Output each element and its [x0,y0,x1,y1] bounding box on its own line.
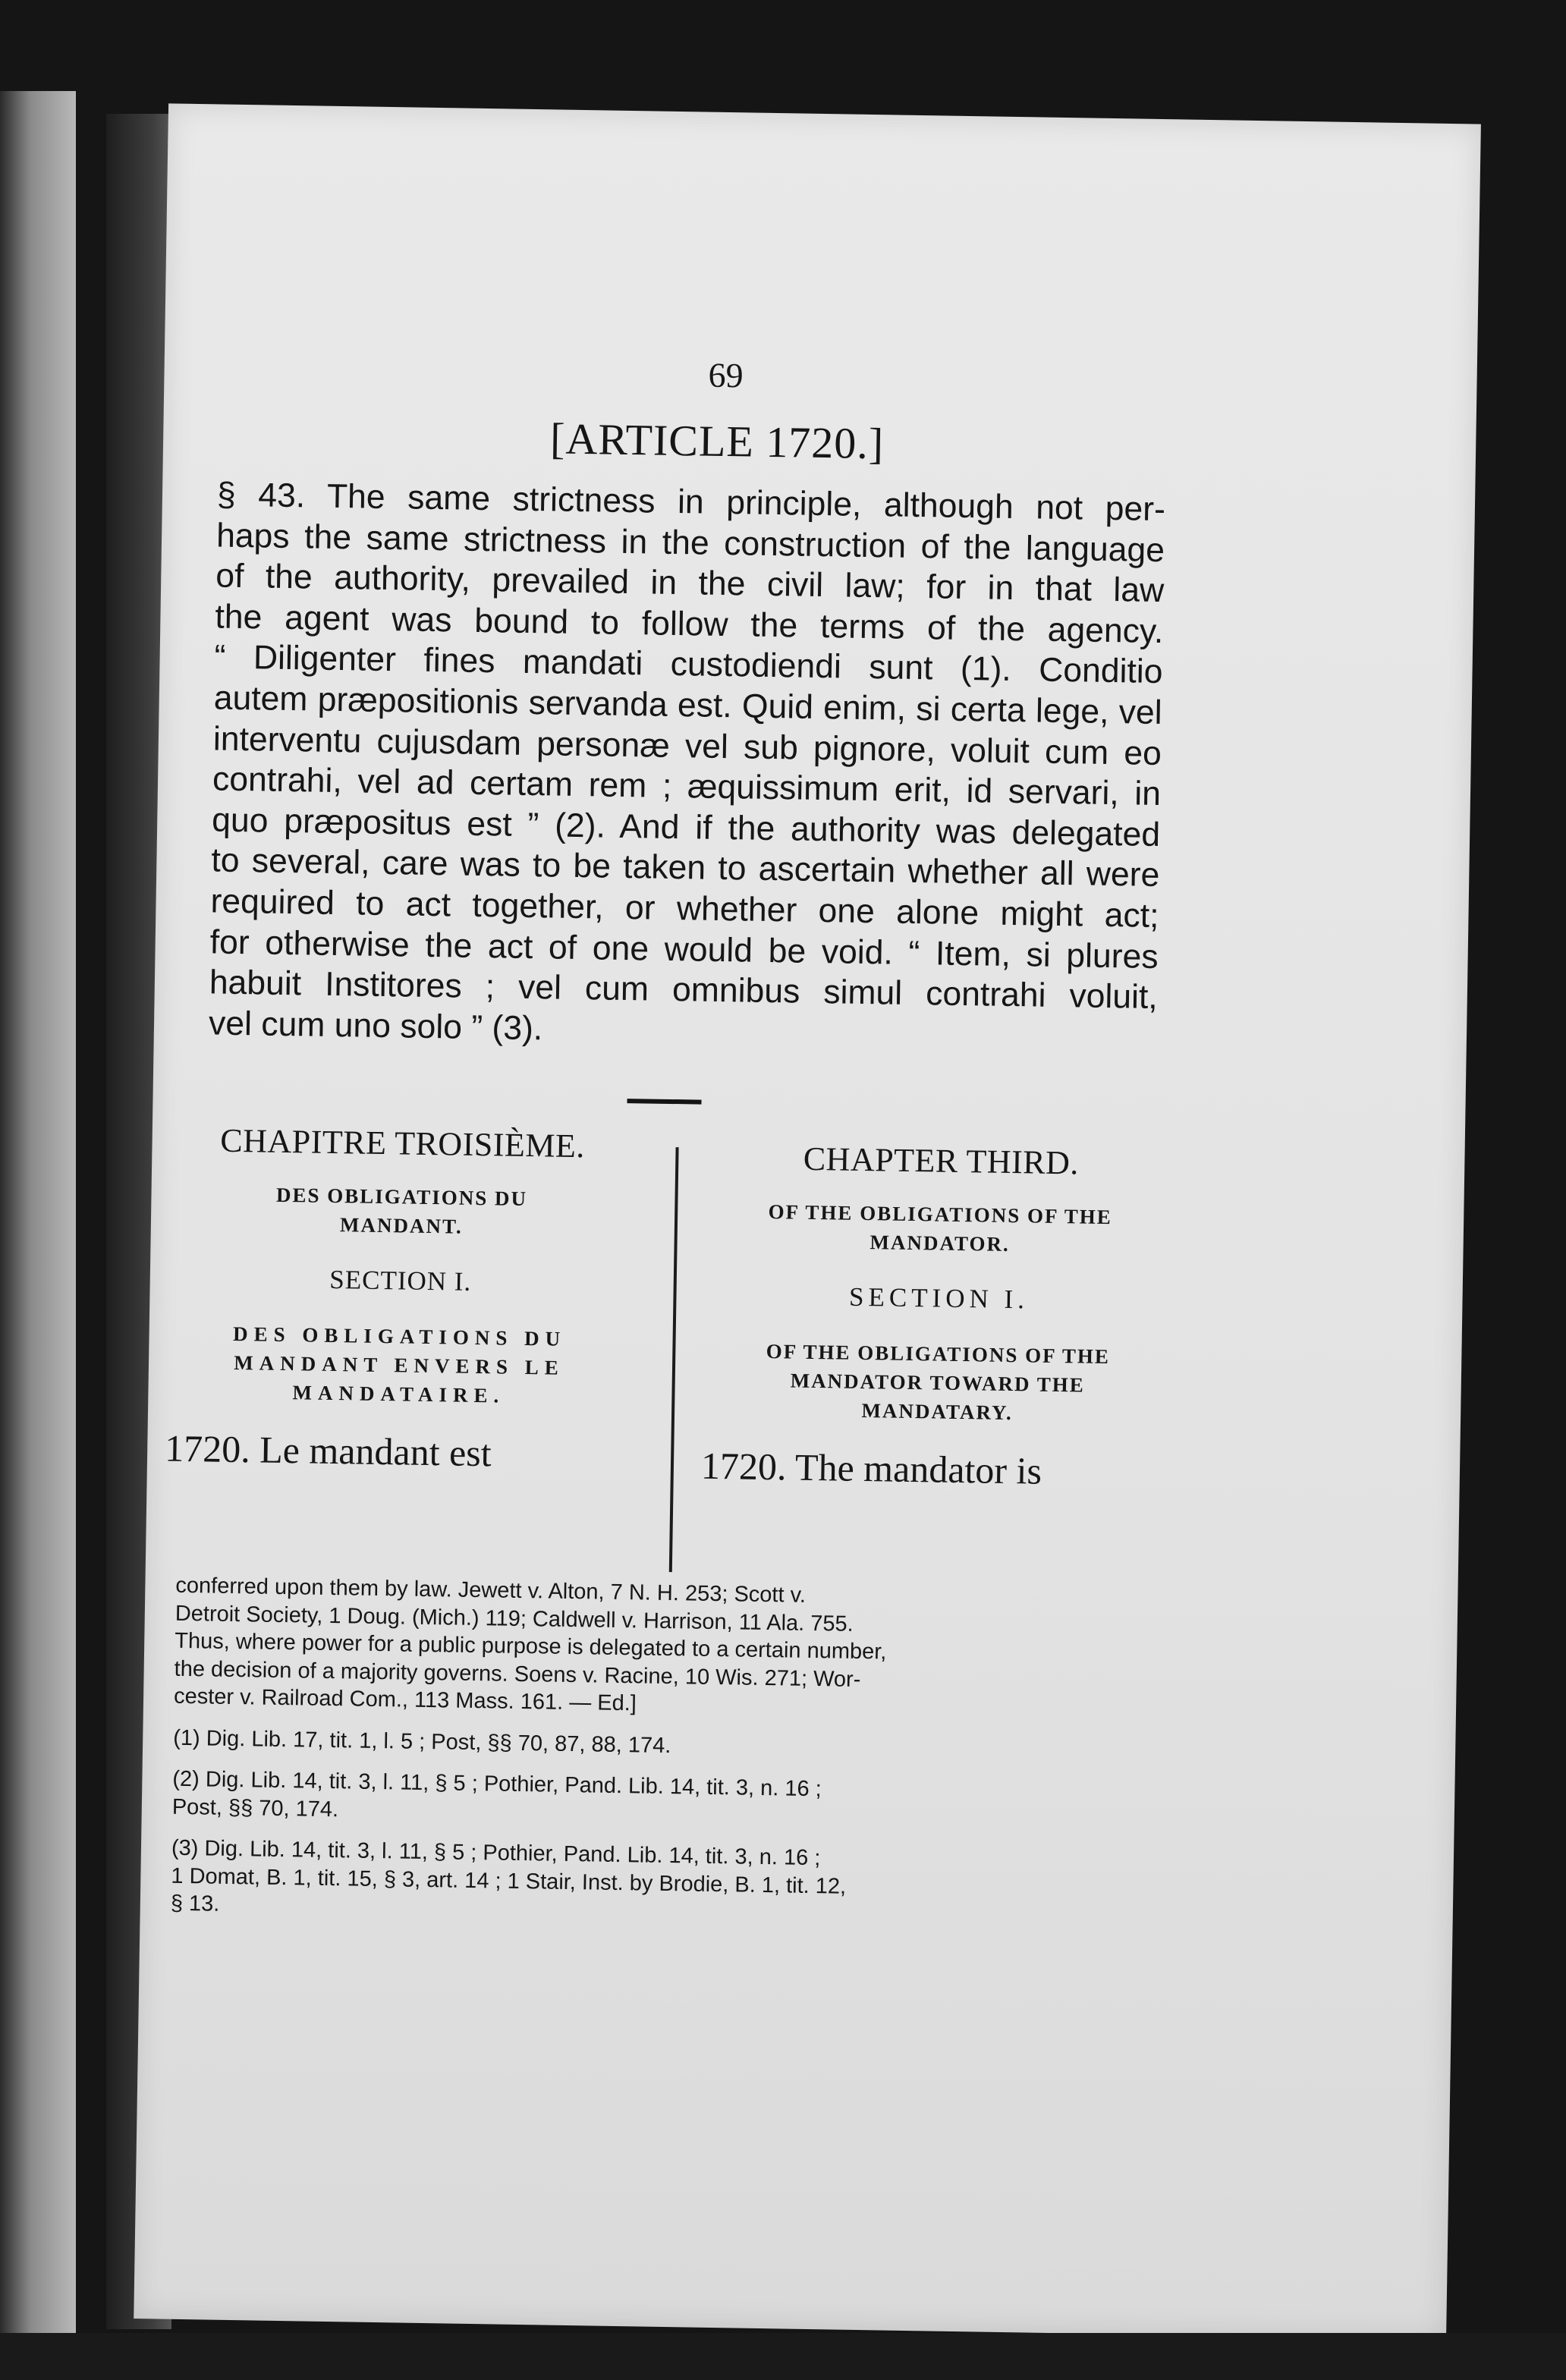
heading-line: MANDATAIRE. [292,1381,505,1407]
column-divider [669,1147,679,1572]
previous-page-edge [0,91,76,2337]
footnote-1 [173,1724,1152,1767]
english-chapter-title: CHAPTER THIRD. [803,1140,1080,1182]
footnote-3 [171,1835,1151,1933]
heading-line: MANDATARY. [861,1398,1014,1425]
commentary-paragraph [209,474,1166,1058]
english-section-heading [702,1336,1174,1430]
paragraph-line: haps the same strictness in the construction of the language [215,517,1165,569]
editor-note [174,1572,1155,1726]
footnote-line: 1 Domat, B. 1, tit. 15, § 3, art. 14 ; 1 Stair, Inst. by Brodie, B. 1, tit. 12, [171,1863,847,1899]
heading-line: MANDANT ENVERS LE [234,1350,564,1379]
paragraph-line: required to act together, or whether one alone might act; [210,882,1159,935]
section-rule [627,1099,701,1105]
paragraph-line: “ Diligenter fines mandati custodiendi sunt (1). Conditio [214,638,1163,691]
french-obligations-heading [162,1178,641,1243]
footnote-line: conferred upon them by law. Jewett v. Alton, 7 N. H. 253; Scott v. [175,1573,807,1608]
footnote-line: (1) Dig. Lib. 17, tit. 1, l. 5 ; Post, §§ 70, 87, 88, 174. [173,1725,671,1758]
footnote-line: cester v. Railroad Com., 113 Mass. 161. — Ed.] [173,1684,637,1716]
french-article-start: 1720. Le mandant est [164,1426,492,1475]
paragraph-line: vel cum uno solo ” (3). [208,1005,543,1048]
paragraph-line: to several, care was to be taken to ascertain whether all were [211,841,1160,894]
english-section-title: SECTION I. [848,1281,1030,1315]
paragraph-line: contrahi, vel ad certam rem ; æquissimum erit, id servari, in [212,760,1162,813]
heading-line: MANDATOR. [869,1231,1010,1256]
paragraph-line: for otherwise the act of one would be void. “ Item, si plures [209,923,1159,976]
footnotes [171,1572,1155,1933]
scan-bottom-edge [0,2333,1566,2380]
heading-line: MANDANT. [339,1213,463,1238]
heading-line: OF THE OBLIGATIONS OF THE [768,1200,1112,1229]
french-chapter-title: CHAPITRE TROISIÈME. [220,1121,586,1165]
heading-line: DES OBLIGATIONS DU [232,1322,567,1350]
article-heading: [ARTICLE 1720.] [549,413,885,469]
paragraph-line: of the authority, prevailed in the civil law; for in that law [215,557,1165,610]
footnote-line: (3) Dig. Lib. 14, tit. 3, l. 11, § 5 ; Pothier, Pand. Lib. 14, tit. 3, n. 16 ; [171,1835,821,1871]
heading-line: DES OBLIGATIONS DU [275,1183,528,1211]
footnote-line: § 13. [170,1891,220,1916]
heading-line: MANDATOR TOWARD THE [790,1369,1085,1397]
paragraph-line: § 43. The same strictness in principle, although not per- [216,476,1166,529]
page-number: 69 [708,355,744,395]
english-article-start: 1720. The mandator is [700,1444,1042,1492]
footnote-line: (2) Dig. Lib. 14, tit. 3, l. 11, § 5 ; Pothier, Pand. Lib. 14, tit. 3, n. 16 ; [172,1766,822,1802]
french-section-title: SECTION I. [329,1264,472,1297]
footnote-line: Thus, where power for a public purpose is delegated to a certain number, [175,1628,887,1665]
footnote-2 [172,1765,1152,1836]
paragraph-line: habuit Institores ; vel cum omnibus simul contrahi voluit, [209,964,1159,1017]
paragraph-line: interventu cujusdam personæ vel sub pignore, voluit cum eo [212,720,1162,772]
footnote-line: Detroit Society, 1 Doug. (Mich.) 119; Caldwell v. Harrison, 11 Ala. 755. [175,1601,854,1636]
english-obligations-heading [704,1196,1175,1262]
book-page [134,103,1481,2339]
footnote-line: Post, §§ 70, 174. [171,1794,339,1822]
heading-line: OF THE OBLIGATIONS OF THE [766,1339,1111,1369]
paragraph-line: autem præpositionis servanda est. Quid enim, si certa lege, vel [213,679,1163,732]
english-column [701,1138,1177,1495]
footnote-line: the decision of a majority governs. Soens v. Racine, 10 Wis. 271; Wor- [174,1656,861,1692]
paragraph-line: the agent was bound to follow the terms of the agency. [215,598,1164,650]
french-section-heading [159,1318,639,1412]
french-column [159,1120,642,1477]
paragraph-line: quo præpositus est ” (2). And if the authority was delegated [211,801,1161,854]
